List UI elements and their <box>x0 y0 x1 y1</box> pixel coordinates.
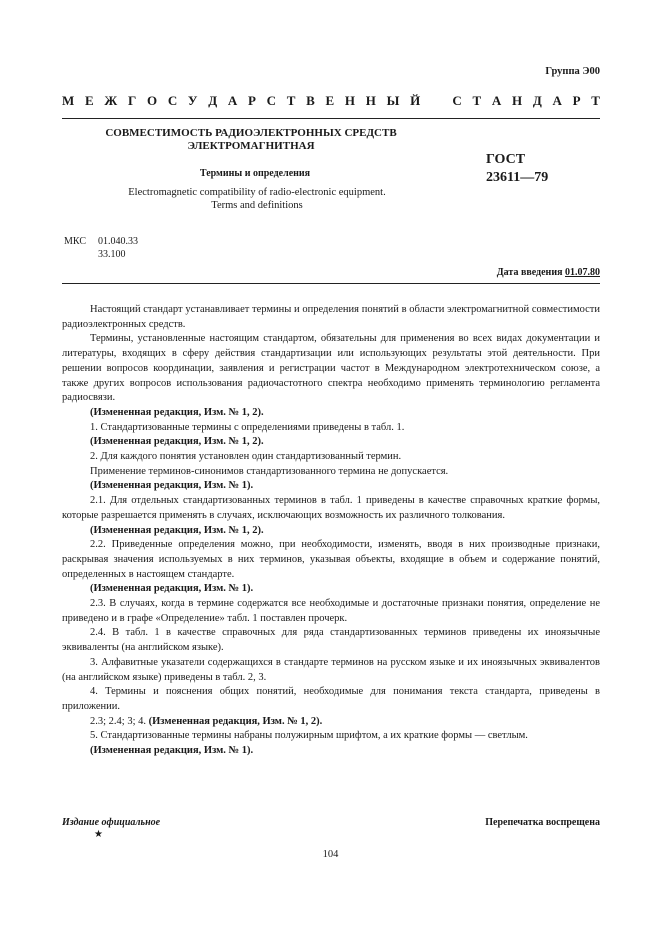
heading-letter: С <box>452 93 462 108</box>
paragraph-text: 2. Для каждого понятия установлен один стандартизованный термин. <box>90 451 402 463</box>
amendment-note <box>62 524 600 539</box>
paragraph-text: 1. Стандартизованные термины с определениями приведены в табл. 1. <box>90 421 405 433</box>
heading-letter: М <box>62 93 75 108</box>
reprint-prohibited-label: Перепечатка воспрещена <box>485 817 600 828</box>
amendment-note <box>62 744 600 759</box>
amendment-note <box>62 582 600 597</box>
title-line-1: СОВМЕСТИМОСТЬ РАДИОЭЛЕКТРОННЫХ СРЕДСТВ <box>105 127 397 139</box>
body-paragraph <box>62 597 600 626</box>
english-title-line-2: Terms and definitions <box>211 200 303 211</box>
paragraph-text: (Измененная редакция, Изм. № 1, 2). <box>90 524 264 536</box>
official-edition-label: Издание официальное <box>62 817 161 828</box>
amendment-note <box>62 479 600 494</box>
body-paragraph <box>62 626 600 655</box>
paragraph-text: 5. Стандартизованные термины набраны полужирным шрифтом, а их краткие формы — светлым. <box>90 730 528 742</box>
heading-letter: Р <box>247 93 256 108</box>
amendment-note-inline: (Измененная редакция, Изм. № 1, 2). <box>148 715 323 727</box>
body-paragraph <box>62 494 600 523</box>
body-paragraph <box>62 685 600 714</box>
mks-label: МКС <box>64 236 86 247</box>
english-title-line-1: Electromagnetic compatibility of radio-electronic equipment. <box>128 187 386 198</box>
heading-letter: Т <box>591 93 600 108</box>
body-paragraph <box>62 729 600 744</box>
divider-middle <box>62 283 600 284</box>
paragraph-text: Термины, установленные настоящим стандартом, обязательны для применения во всех видах документации и литературы, входящих в сферу действия стандартизации или использующих результаты этой деятельности. При решении вопросов координации, заявления и регистрации частот в Международном электротехническом союзе, а также других вопросов использования радиочастотного спектра необходимо применять терминологию регламента радиосвязи. <box>62 333 600 404</box>
divider-top <box>62 118 600 119</box>
heading-letter: Ж <box>104 93 118 108</box>
amendment-note <box>62 435 600 450</box>
heading-letter: С <box>266 93 277 108</box>
paragraph-text: 3. Алфавитные указатели содержащихся в стандарте терминов на русском языке и их иноязычных эквивалентов (на английском языке) приведены в табл. 2, 3. <box>62 656 600 683</box>
document-subtitle: Термины и определения <box>199 168 311 179</box>
heading-letter: Т <box>472 93 482 108</box>
mks-codes <box>64 235 138 261</box>
mks-code-1: 01.040.33 <box>98 236 138 247</box>
paragraph-text: 2.1. Для отдельных стандартизованных терминов в табл. 1 приведены в качестве справочных краткие формы, которые разрешается применять в случаях, исключающих возможность их различного толкования. <box>62 495 600 521</box>
heading-letter: Е <box>325 93 335 108</box>
heading-letter: Р <box>572 93 581 108</box>
heading-letter: Т <box>286 93 296 108</box>
title-line-2: ЭЛЕКТРОМАГНИТНАЯ <box>187 139 315 152</box>
paragraph-text: (Измененная редакция, Изм. № 1, 2). <box>90 406 264 418</box>
gost-designation <box>486 151 548 187</box>
heading-letter: Е <box>85 93 94 108</box>
heading-letter: В <box>306 93 315 108</box>
group-code: Группа Э00 <box>545 66 600 77</box>
paragraph-text: 2.2. Приведенные определения можно, при необходимости, изменять, вводя в них производные признаки, раскрывая значения используемых в них терминов, указывая объекты, входящие в объем и содержание понятий, определенных в настоящем стандарте. <box>62 539 600 580</box>
body-paragraph <box>62 303 600 332</box>
gost-number: 23611—79 <box>486 170 549 185</box>
document-title <box>62 127 440 152</box>
paragraph-text: (Измененная редакция, Изм. № 1). <box>90 480 254 492</box>
gost-label: ГОСТ <box>486 152 526 167</box>
heading-letter: А <box>552 93 562 108</box>
paragraph-text: 4. Термины и пояснения общих понятий, необходимые для понимания текста стандарта, приведены в приложении. <box>62 686 600 712</box>
star-icon: ★ <box>94 829 103 840</box>
heading-letter: Н <box>511 93 523 108</box>
heading-letter: Н <box>365 93 376 108</box>
heading-letter: С <box>167 93 178 108</box>
paragraph-text: Настоящий стандарт устанавливает термины и определения понятий в области электромагнитной совместимости радиоэлектронных средств. <box>62 304 600 330</box>
heading-letter: О <box>146 93 158 108</box>
introduction-date-value: 01.07.80 <box>565 267 600 278</box>
heading-letter: А <box>491 93 502 108</box>
body-paragraph <box>62 538 600 582</box>
introduction-date <box>497 267 600 278</box>
standard-heading <box>62 93 600 109</box>
paragraph-text: (Измененная редакция, Изм. № 1). <box>90 583 254 595</box>
body-text <box>62 303 600 759</box>
heading-letter: У <box>187 93 198 108</box>
body-paragraph <box>62 450 600 465</box>
amendment-note <box>62 406 600 421</box>
body-paragraph <box>62 656 600 685</box>
heading-letter: Д <box>532 93 542 108</box>
page-number: 104 <box>322 849 339 860</box>
heading-letter: Д <box>208 93 218 108</box>
english-title <box>62 186 452 212</box>
paragraph-text: (Измененная редакция, Изм. № 1, 2). <box>90 436 264 448</box>
body-paragraph <box>62 421 600 436</box>
introduction-date-label: Дата введения <box>496 267 563 278</box>
body-paragraph <box>62 332 600 406</box>
heading-letter: Ы <box>386 93 400 108</box>
paragraph-text: (Измененная редакция, Изм. № 1). <box>90 745 254 757</box>
paragraph-text: 2.3. В случаях, когда в термине содержатся все необходимые и достаточные признаки понятия, определение не приведено и в графе «Определение» табл. 1 поставлен прочерк. <box>62 598 600 624</box>
body-paragraph <box>62 715 600 730</box>
heading-letter: Г <box>127 93 137 108</box>
paragraph-text: 2.3; 2.4; 3; 4. <box>90 715 149 727</box>
heading-letter: А <box>227 93 238 108</box>
heading-letter: Н <box>344 93 356 108</box>
paragraph-text: 2.4. В табл. 1 в качестве справочных для ряда стандартизованных терминов приведены их иноязычные эквиваленты (на английском языке). <box>62 627 600 654</box>
mks-code-2: 33.100 <box>98 249 126 260</box>
heading-letter: Й <box>410 93 421 108</box>
body-paragraph <box>62 465 600 480</box>
paragraph-text: Применение терминов-синонимов стандартизованного термина не допускается. <box>90 465 449 477</box>
